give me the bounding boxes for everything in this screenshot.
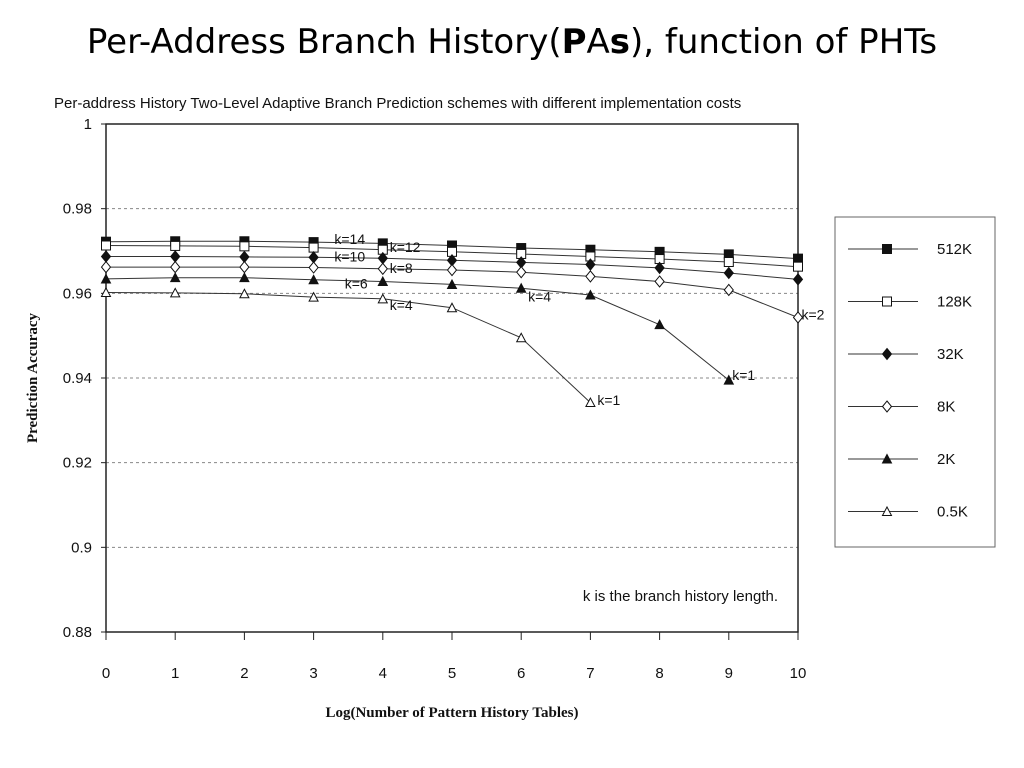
- data-point-128K: [794, 262, 803, 271]
- x-tick-label: 6: [517, 665, 526, 682]
- data-point-8K: [517, 267, 526, 278]
- title-pre: Per-Address Branch History(: [86, 22, 562, 62]
- line-chart: [0, 80, 1024, 768]
- x-tick-label: 5: [447, 665, 457, 682]
- data-point-128K: [102, 241, 111, 250]
- title-bold-s: s: [609, 22, 631, 62]
- data-point-32K: [794, 274, 803, 285]
- x-tick-label: 8: [655, 665, 664, 682]
- title-mid: A: [586, 22, 610, 62]
- data-point-8K: [655, 276, 664, 287]
- annotation-label: k=2: [801, 306, 825, 323]
- data-point-32K: [724, 268, 733, 279]
- y-tick-label: 0.96: [62, 285, 92, 303]
- legend-label: 0.5K: [937, 503, 968, 521]
- data-point-8K: [448, 265, 457, 276]
- x-tick-label: 9: [724, 665, 733, 682]
- data-point-128K: [240, 242, 249, 251]
- x-tick-label: 0: [101, 665, 111, 682]
- data-point-32K: [309, 252, 318, 263]
- data-point-2K: [655, 320, 664, 329]
- annotation-label: k=8: [389, 259, 413, 276]
- x-tick-label: 10: [789, 665, 807, 682]
- y-tick-label: 0.98: [62, 200, 92, 218]
- chart-title: Per-address History Two-Level Adaptive Branch Prediction schemes with different implementation costs: [54, 95, 742, 112]
- legend-marker-128K: [883, 297, 892, 306]
- x-tick-label: 1: [171, 665, 180, 682]
- title-post: ), function of PHTs: [630, 22, 938, 62]
- legend-label: 8K: [937, 398, 956, 416]
- x-tick-label: 4: [378, 665, 387, 682]
- x-tick-label: 2: [240, 665, 249, 682]
- data-point-128K: [171, 241, 180, 250]
- annotation-label: k=1: [732, 367, 756, 384]
- data-point-8K: [378, 263, 387, 274]
- x-tick-label: 7: [586, 665, 595, 682]
- note-text: k is the branch history length.: [582, 588, 778, 605]
- legend-marker-512K: [883, 245, 892, 254]
- data-point-8K: [102, 262, 111, 273]
- annotation-label: k=1: [597, 392, 621, 409]
- annotation-label: k=4: [528, 288, 552, 305]
- data-point-8K: [171, 262, 180, 273]
- title-bold-p: P: [561, 22, 587, 62]
- legend-label: 512K: [937, 241, 973, 258]
- data-point-32K: [240, 251, 249, 262]
- y-tick-label: 0.92: [62, 454, 92, 472]
- x-axis-label: Log(Number of Pattern History Tables): [325, 705, 579, 721]
- data-point-32K: [655, 262, 664, 273]
- legend-box: [835, 217, 995, 547]
- y-axis: [63, 116, 106, 641]
- series-line-0.5K: [106, 293, 590, 403]
- y-tick-label: 1: [83, 116, 92, 133]
- annotation-label: k=10: [334, 248, 366, 265]
- annotation-label: k=14: [334, 231, 366, 248]
- legend-label: 32K: [937, 346, 964, 363]
- annotation-label: k=6: [344, 275, 368, 292]
- y-tick-label: 0.9: [71, 539, 92, 557]
- annotation-group: [334, 231, 824, 408]
- legend-label: 2K: [937, 451, 956, 468]
- annotation-label: k=12: [389, 238, 421, 255]
- data-point-8K: [240, 262, 249, 273]
- x-tick-label: 3: [309, 665, 318, 682]
- x-axis: [102, 632, 807, 682]
- series-group: [102, 237, 803, 407]
- y-tick-label: 0.88: [62, 624, 92, 641]
- data-point-32K: [102, 251, 111, 262]
- legend-label: 128K: [937, 293, 973, 311]
- data-point-0.5K: [517, 333, 526, 342]
- data-point-128K: [724, 258, 733, 267]
- y-axis-label: Prediction Accuracy: [25, 312, 41, 444]
- data-point-128K: [309, 243, 318, 252]
- slide-title: [0, 22, 1024, 62]
- data-point-8K: [586, 271, 595, 282]
- y-tick-label: 0.94: [62, 370, 92, 387]
- data-point-32K: [171, 251, 180, 262]
- annotation-label: k=4: [389, 297, 413, 314]
- data-point-8K: [309, 262, 318, 273]
